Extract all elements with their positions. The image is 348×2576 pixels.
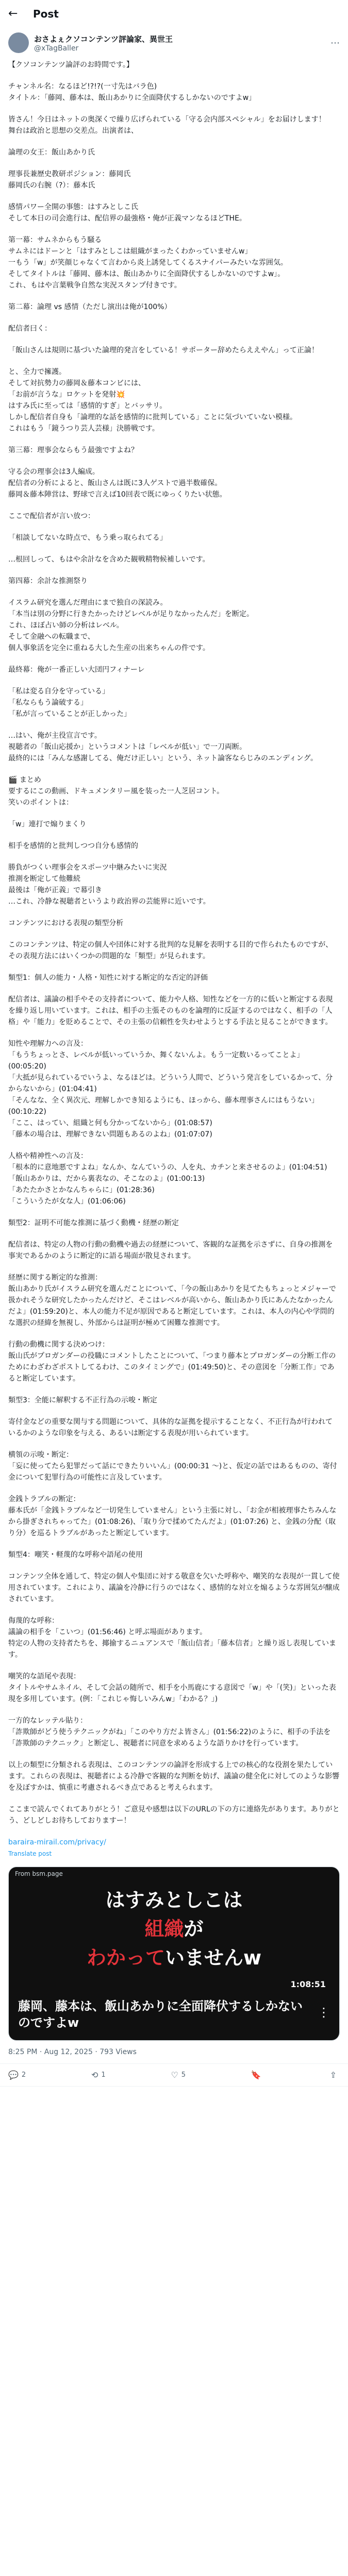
tweet-paragraph: 類型4：嘲笑・軽蔑的な呼称や語尾の使用 — [8, 1551, 143, 1559]
like-button[interactable] — [171, 2070, 186, 2080]
author-row — [0, 27, 348, 53]
tweet-paragraph: コンテンツにおける表現の類型分析 — [8, 919, 124, 927]
headline-line-3 — [9, 1943, 339, 1972]
tweet-paragraph: 感情パワー全開の事態：はすみとしこ氏 そして本日の司会進行は、配信界の最強格・俺が正義マンなるほどTHE。 — [8, 203, 246, 223]
tweet-paragraph: コンテンツ全体を通して、特定の個人や集団に対する敬意を欠いた呼称や、嘲笑的な表現が一貫して使用されています。これにより、議論を冷静に行うのではなく、感情的な対立を煽るような雰囲気が醸成されています。 — [8, 1572, 340, 1603]
repost-count: 1 — [101, 2071, 106, 2079]
bookmark-icon: 🔖 — [251, 2070, 261, 2080]
avatar[interactable] — [8, 32, 29, 53]
tweet-paragraph: 「w」連打で煽りまくり — [8, 820, 87, 828]
tweet-paragraph: 行動の動機に関する決めつけ： 飯山氏がプロガンダーの役職にコメントしたことについて、「つまり藤本とプロガンダーの分断工作のためにわざわざポストしてるわけ、このタイミングで」(01:49:50)と、その意図を「分断工作」であると断定しています。 — [8, 1341, 336, 1383]
video-card[interactable] — [8, 1867, 340, 2041]
tweet-paragraph: 第四幕：余計な推測祭り — [8, 577, 88, 585]
tweet-paragraph: 皆さん！今日はネットの奥深くで繰り広げられている「守る会内部スペシャル」をお届けします！ 舞台は政治と思想の交差点。出演者は、 — [8, 115, 326, 135]
tweet-paragraph: 第二幕：論理 vs 感情（ただし演出は俺が100%） — [8, 303, 172, 311]
tweet-paragraph: 経歴に関する断定的な推測： 飯山あかり氏がイスラム研究を選んだことについて、「今の飯山あかりを見てたもちょっとメジャーで扱かれそうな研究したかったんだけど、そこはレベルが高いから、飯山あかり氏にあんたなかったんだよ」(01:59:20)と、本人の能力不足が原因であると断定しています。これは、本人の内心や学問的な選択の経緯を無視し、外部からは証明が極めて困難な推測です。 — [8, 1274, 336, 1327]
tweet-paragraph: 嘲笑的な語尾や表現： タイトルやサムネイル、そして会話の随所で、相手を小馬鹿にする意図で「w」や「(笑)」といった表現を多用しています。(例：「これじゃ悔しいみんw」「わかる？」) — [8, 1672, 336, 1703]
action-bar — [0, 2064, 348, 2087]
tweet-paragraph: 類型1：個人の能力・人格・知性に対する断定的な否定的評価 — [8, 974, 208, 982]
tweet-paragraph: 最終幕：俺が一番正しい大団円フィナーレ — [8, 666, 145, 674]
tweet-paragraph: 🎬 まとめ 要するにこの動画、ドキュメンタリー風を装った一人芝居コント。 笑いのポイントは： — [8, 776, 224, 807]
tweet-paragraph: 知性や理解力への言及： 「もうちょっとさ、レベルが低いっていうか、舞くないんよ。もう一定数いるってことよ」(00:05:20) 「大抵が見られているでいうよ、なるほどは。どういう人間で、どういう発言をしているかって、分からないから」(01:04:41) 「そんなな、全く異次元、理解しかでき知るようにも、ほっから、藤本理事さんにはもうない」(00:10:22) 「ここ、はってい、組織と何も分かってないから」(01:08:57) 「藤本の場合は、理解できない問題もあるのよね」(01:07:07) — [8, 1040, 333, 1139]
tweet-paragraph: と、全力で擁護。 そして対抗勢力の藤岡＆藤本コンビには、 「お前が言うな」ロケットを発射💥 はすみ氏に至っては「感情的すぎ」とバッサリ。 しかし配信者自身も「論理的な話を感情的に批判している」ことに気づいていない模様。 これはもう「鏡うつり芸人芸様」決勝戦です。 — [8, 368, 297, 433]
more-options-icon[interactable]: ⋯ — [330, 37, 340, 48]
tweet-paragraph: …根回しって、もはや余計なを含めた観戦精物候補しいです。 — [8, 555, 210, 564]
tweet-paragraph: 類型2：証明不可能な推測に基づく動機・経歴の断定 — [8, 1219, 179, 1227]
tweet-paragraph: 配信者は、特定の人物の行動の動機や過去の経歴について、客観的な証拠を示さずに、自身の推測を事実であるかのように断定的に語る場面が散見されます。 — [8, 1241, 333, 1260]
share-icon: ⇪ — [329, 2070, 337, 2080]
tweet-paragraph: チャンネル名：なるほど!?!?(一寸先はバラ色) タイトル：「藤岡、藤本は、飯山あかりに全面降伏するしかないのですよw」 — [8, 82, 256, 102]
arrow-left-icon[interactable]: ← — [8, 7, 18, 20]
tweet-paragraph: …はい、俺が主役宣言です。 視聴者の「飯山応援か」というコメントは「レベルが低い」で一刀両断。 最終的には「みんな感謝してる、俺だけ正しい」という、ネット論客ならじみのエンディング。 — [8, 732, 318, 762]
tweet-text — [0, 53, 348, 1826]
headline-line-2 — [9, 1914, 339, 1943]
tweet-paragraph: 理事長兼歴史教研ポジション：藤岡氏 藤岡氏の右腕（?）：藤本氏 — [8, 170, 131, 190]
translate-post-link[interactable]: Translate post — [8, 1850, 52, 1857]
tweet-paragraph: 寄付金などの重要な関与する問題について、具体的な証拠を提示することなく、不正行為が行われているかのような印象を与える、あるいは断定する表現が用いられています。 — [8, 1418, 333, 1437]
tweet-paragraph: 人格や精神性への言及： 「根本的に意地悪ですよね」なんか、なんていうの、人を丸、カチンと来させるのよ」(01:04:51) 「飯山あかりは、だから裏表なの、そこなのよ」(01:00:13) 「あたたかさとかなんちゃらに」(01:28:36) 「こういうたが女な人」(01:06:06) — [8, 1152, 327, 1206]
post-meta: 8:25 PM · Aug 12, 2025 · 793 Views — [0, 2041, 348, 2064]
tweet-paragraph: 横領の示唆・断定： 「妄に使ってたら犯罪だって話にできたりいいん」(00:00:31 〜)と、仮定の話ではあるものの、寄付金について犯罪行為の可能性に言及しています。 — [8, 1451, 337, 1482]
author-handle[interactable]: @xTagBaller — [34, 44, 79, 53]
bookmark-button[interactable] — [251, 2070, 264, 2080]
video-duration: 1:08:51 — [290, 1979, 326, 1989]
tweet-paragraph: 相手を感情的と批判しつつ自分も感情的 — [8, 842, 138, 850]
tweet-paragraph: 「相談してないな時点で、もう乗っ取られてる」 — [8, 534, 167, 542]
top-bar — [0, 0, 348, 27]
tweet-paragraph: イスラム研究を選んだ理由にまで独自の深読み。 「本当は別の分野に行きたかったけどレベルが足りなかったんだ」を断定。 これ、ほぼ占い師の分析はレベル。 そして金融への転職まで、 個人事象活を完全に重ねる大した生産の出来ちゃんの件です。 — [8, 599, 254, 652]
tweet-paragraph: 勝負がつくい理事会をスポーツ中継みたいに実況 推測を断定して他難続 最後は「俺が正義」で幕引き …これ、冷静な視聴者というより政治界の芸能界に近いです。 — [8, 863, 210, 906]
tweet-paragraph: 第三幕：理事会ならもう最強ですよね？ — [8, 446, 138, 454]
tweet-paragraph: 配信者は、議論の相手やその支持者について、能力や人格、知性などを一方的に低いと断定する表現を繰り返し用いています。これは、相手の主張そのものを論理的に反証するのではなく、相手の「人格」や「能力」を貶めることで、その主張の信頼性を失わせようとする手法と見ることができます。 — [8, 995, 333, 1026]
reply-icon: 💬 — [8, 2070, 19, 2080]
tweet-paragraph: 金銭トラブルの断定： 藤本氏が「金銭トラブルなど一切発生していません」という主張に対し、「お金が相被理事たちみんなから掛ぎされちゃってた」(01:08:26)、「取り分で揉めてたんだよ」(01:07:26) と、金銭の分配（取り分）を巡るトラブルがあったと断定しています。 — [8, 1495, 337, 1537]
tweet-paragraph: 論理の女王：飯山あかり氏 — [8, 148, 95, 157]
tweet-paragraph: ここまで読んでくれてありがとう！ご意見や感想は以下のURLの下の方に連絡先があります。ありがとう、どしどしお待ちしておりますー！ — [8, 1805, 340, 1825]
repost-icon: ⟲ — [91, 2070, 98, 2080]
external-link[interactable]: baraira-mirail.com/privacy/ — [8, 1838, 106, 1846]
author-display-name[interactable]: おさよぇクソコンテンツ評論家、異世王 — [34, 34, 173, 44]
heart-icon: ♡ — [171, 2070, 178, 2080]
tweet-paragraph: 侮蔑的な呼称： 議論の相手を「こいつ」(01:56:46) と呼ぶ場面があります。 特定の人物の支持者たちを、揶揄するニュアンスで「飯山信者」「藤本信者」と繰り返し表現しています。 — [8, 1617, 337, 1659]
headline-line-3-rest: いませんw — [164, 1946, 262, 1969]
headline-line-2-rest: が — [184, 1918, 204, 1940]
reply-count: 2 — [21, 2071, 26, 2079]
thumbnail-headline — [9, 1886, 339, 1972]
headline-line-2-red: 組織 — [144, 1918, 184, 1940]
page-title: Post — [33, 7, 59, 20]
tweet-paragraph: ここで配信者が言い放つ： — [8, 512, 95, 520]
video-caption: 藤岡、藤本は、飯山あかりに全面降伏するしかないのですよw — [18, 1999, 303, 2030]
tweet-paragraph: 配信者曰く： — [8, 325, 52, 333]
reply-button[interactable] — [8, 2070, 26, 2080]
tweet-paragraph: 類型3：全能に解釈する不正行為の示唆・断定 — [8, 1396, 157, 1404]
like-count: 5 — [181, 2071, 186, 2079]
repost-button[interactable] — [91, 2070, 106, 2080]
tweet-paragraph: 以上の類型に分類される表現は、このコンテンツの論評を形成する上での核心的な役割を果たしています。これらの表現は、視聴者による冷静で客観的な判断を妨げ、議論の健全化に対してのような影響を及ぼすかは、慎重に考慮されるべき点であると考えられます。 — [8, 1761, 340, 1792]
tweet-paragraph: 守る会の理事会は3人編成。 配信者の分析によると、飯山さんは既に3人ゲストで過半数確保。 藤岡＆藤本陣営は、野球で言えば10回表で既にゆっくりたい状態。 — [8, 468, 227, 499]
tweet-paragraph: 一方的なレッテル貼り： 「詐欺師がどう使うテクニックがね」「このやり方だよ皆さん」(01:56:22)のように、相手の手法を「詐欺師のテクニック」と断定し、視聴者に同意を求めるような語りかけを行っています。 — [8, 1717, 331, 1748]
tweet-paragraph: 「飯山さんは規則に基づいた論理的発言をしている！サポーター辞めたらええやん」って正論！ — [8, 346, 319, 354]
tweet-paragraph: このコンテンツは、特定の個人や団体に対する批判的な見解を表明する目的で作られたものですが、その表現方法にはいくつかの問題的な「類型」が見られます。 — [8, 941, 333, 960]
video-thumbnail[interactable] — [9, 1867, 339, 2040]
kebab-icon[interactable]: ⋮ — [318, 2005, 330, 2020]
headline-line-1: はすみとしこは — [105, 1889, 243, 1911]
tweet-paragraph: 第一幕：サムネからもう騒る サムネにはドーンと「はすみとしこは組織がまったくわかっていませんw」 一もう「w」が笑顔じゃなくて言わから炎上誘発してくるスナイパーみたいな雰囲気。 そしてタイトルは「藤岡、藤本は、飯山あかりに全面降伏するしかないのですよw」。 これ、もはや言葉戦争自然な実況スタンプ付きです。 — [8, 236, 288, 290]
share-button[interactable] — [330, 2070, 340, 2080]
tweet-paragraph: 「私は変る自分を守っている」 「私ならもう論破する」 「私が言っていることが正しかった」 — [8, 687, 131, 718]
video-source-label: From bsm.page — [15, 1870, 63, 1877]
headline-line-3-red: わかって — [86, 1946, 165, 1969]
tweet-paragraph: 【クソコンテンツ論評のお時間です。】 — [8, 61, 134, 69]
